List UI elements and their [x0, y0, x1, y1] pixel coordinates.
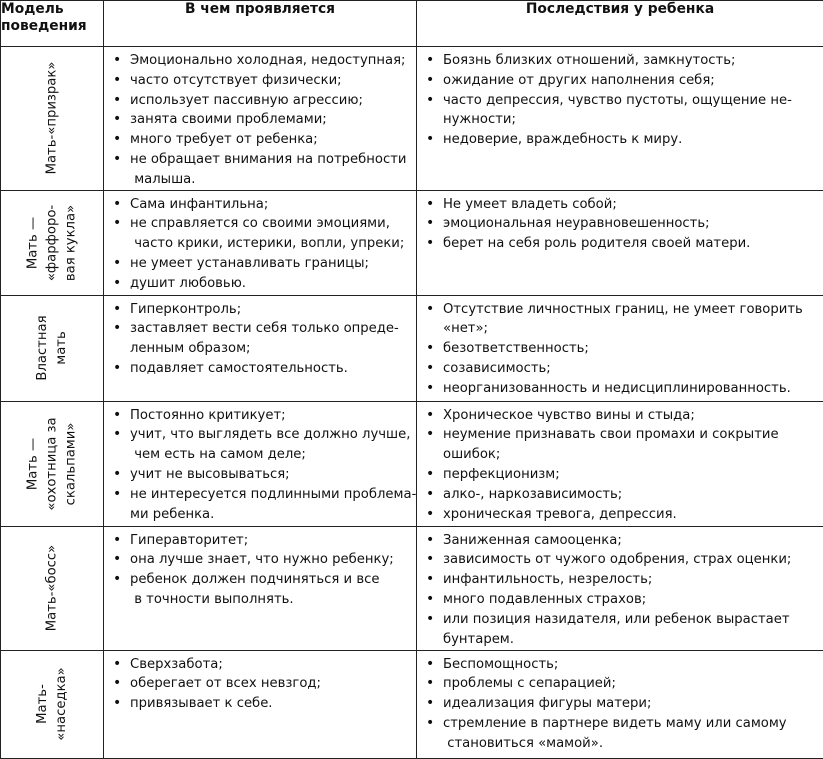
header-consequences: Последствия у ребенка — [417, 1, 823, 47]
list-item: • много требует от ребенка; — [104, 130, 416, 150]
list-item: • Заниженная самооценка; — [417, 531, 823, 551]
list-item: • неумение признавать свои промахи и сокрытие ошибок; — [417, 425, 823, 465]
manifestation-cell — [104, 401, 417, 526]
list-item: • неорганизованность и недисциплинированность. — [417, 379, 823, 399]
list-item: • идеализация фигуры матери; — [417, 694, 823, 714]
manifestation-cell — [104, 190, 417, 295]
list-item: • алко-, наркозависимость; — [417, 485, 823, 505]
list-item: • заставляет вести себя только опреде- ленным образом; — [104, 319, 416, 359]
table-row — [1, 650, 823, 758]
list-item: • она лучше знает, что нужно ребенку; — [104, 550, 416, 570]
list-item: • созависимость; — [417, 359, 823, 379]
header-row — [1, 1, 823, 47]
manifestation-cell — [104, 650, 417, 758]
list-item: • Отсутствие личностных границ, не умеет говорить «нет»; — [417, 300, 823, 340]
model-cell — [1, 47, 104, 191]
list-item: • привязывает к себе. — [104, 694, 416, 714]
list-item: • инфантильность, незрелость; — [417, 570, 823, 590]
list-item: • Боязнь близких отношений, замкнутость; — [417, 51, 823, 71]
model-name: Мать-«призрак» — [43, 62, 62, 175]
list-item: • стремление в партнере видеть маму или самому становиться «мамой». — [417, 714, 823, 754]
list-item: • занята своими проблемами; — [104, 110, 416, 130]
header-model: Модель поведения — [1, 1, 104, 47]
manifestation-cell — [104, 295, 417, 401]
model-cell — [1, 526, 104, 650]
consequences-cell — [417, 190, 823, 295]
list-item: • недоверие, враждебность к миру. — [417, 130, 823, 150]
list-item: • подавляет самостоятельность. — [104, 359, 416, 379]
list-item: • душит любовью. — [104, 274, 416, 294]
consequences-cell — [417, 47, 823, 191]
header-manifestation: В чем проявляется — [104, 1, 417, 47]
list-item: • перфекционизм; — [417, 465, 823, 485]
list-item: • использует пассивную агрессию; — [104, 91, 416, 111]
list-item: • Постоянно критикует; — [104, 406, 416, 426]
list-item: • хроническая тревога, депрессия. — [417, 505, 823, 525]
table-row — [1, 190, 823, 295]
list-item: • Не умеет владеть собой; — [417, 195, 823, 215]
model-name: Мать-«босс» — [43, 545, 62, 632]
list-item: • берет на себя роль родителя своей матери. — [417, 234, 823, 254]
manifestation-cell — [104, 47, 417, 191]
list-item: • много подавленных страхов; — [417, 590, 823, 610]
list-item: • ребенок должен подчиняться и все в точности выполнять. — [104, 570, 416, 610]
manifestation-cell — [104, 526, 417, 650]
model-name: Мать — «охотница за скальпами» — [24, 417, 81, 510]
list-item: • эмоциональная неуравновешенность; — [417, 214, 823, 234]
list-item: • зависимость от чужого одобрения, страх оценки; — [417, 550, 823, 570]
consequences-cell — [417, 295, 823, 401]
list-item: • Сверхзабота; — [104, 655, 416, 675]
list-item: • безответственность; — [417, 339, 823, 359]
consequences-cell — [417, 401, 823, 526]
list-item: • Гиперавторитет; — [104, 531, 416, 551]
consequences-cell — [417, 526, 823, 650]
list-item: • не интересуется подлинными проблема- ми ребенка. — [104, 485, 416, 525]
list-item: • Беспомощность; — [417, 655, 823, 675]
list-item: • проблемы с сепарацией; — [417, 674, 823, 694]
model-cell — [1, 650, 104, 758]
table-row — [1, 526, 823, 650]
table-row — [1, 401, 823, 526]
list-item: • Хроническое чувство вины и стыда; — [417, 406, 823, 426]
model-cell — [1, 401, 104, 526]
list-item: • Сама инфантильна; — [104, 195, 416, 215]
consequences-cell — [417, 650, 823, 758]
model-cell — [1, 295, 104, 401]
list-item: • не умеет устанавливать границы; — [104, 254, 416, 274]
list-item: • ожидание от других наполнения себя; — [417, 71, 823, 91]
model-cell — [1, 190, 104, 295]
table-row — [1, 295, 823, 401]
list-item: • не обращает внимания на потребности малыша. — [104, 150, 416, 190]
table-row — [1, 47, 823, 191]
list-item: • часто депрессия, чувство пустоты, ощущение не- нужности; — [417, 91, 823, 131]
list-item: • часто отсутствует физически; — [104, 71, 416, 91]
list-item: • оберегает от всех невзгод; — [104, 674, 416, 694]
list-item: • учит не высовываться; — [104, 465, 416, 485]
model-name: Мать- «наседка» — [33, 667, 71, 740]
model-name: Властная мать — [33, 316, 71, 381]
list-item: • Эмоционально холодная, недоступная; — [104, 51, 416, 71]
list-item: • не справляется со своими эмоциями, часто крики, истерики, вопли, упреки; — [104, 214, 416, 254]
list-item: • Гиперконтроль; — [104, 300, 416, 320]
list-item: • или позиция назидателя, или ребенок вырастает бунтарем. — [417, 610, 823, 650]
model-name: Мать — «фарфоро- вая кукла» — [24, 204, 81, 280]
list-item: • учит, что выглядеть все должно лучше, чем есть на самом деле; — [104, 425, 416, 465]
